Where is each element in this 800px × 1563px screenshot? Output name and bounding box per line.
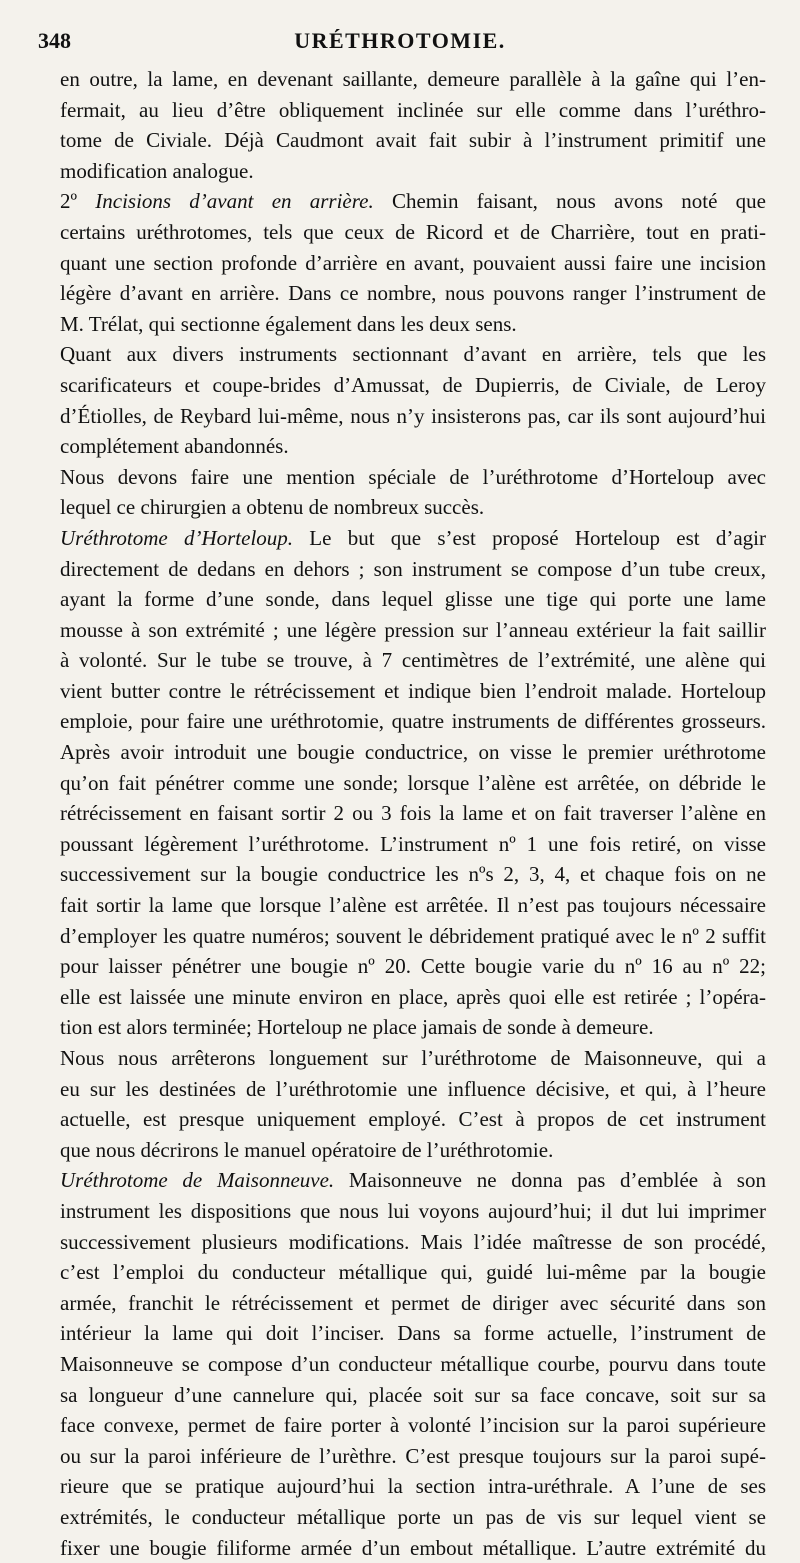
text-line	[60, 523, 766, 554]
line-text: extrémités, le conducteur métallique porte un pas de vis sur lequel vient se	[60, 1505, 766, 1529]
text-line	[60, 156, 766, 187]
text-line	[60, 401, 766, 432]
text-line	[60, 125, 766, 156]
line-text: en outre, la lame, en devenant saillante, demeure parallèle à la gaîne qui l’en-	[60, 67, 766, 91]
text-line	[60, 1410, 766, 1441]
line-text: ou sur la paroi inférieure de l’urèthre. C’est presque toujours sur la paroi supé-	[60, 1444, 766, 1468]
line-text: lequel ce chirurgien a obtenu de nombreux succès.	[60, 495, 484, 519]
text-line	[60, 278, 766, 309]
text-line	[60, 462, 766, 493]
text-line	[60, 1104, 766, 1135]
line-text: tome de Civiale. Déjà Caudmont avait fait subir à l’instrument primitif une	[60, 128, 766, 152]
text-line	[60, 737, 766, 768]
line-text: eu sur les destinées de l’uréthrotomie une influence décisive, et qui, à l’heure	[60, 1077, 766, 1101]
line-text: Après avoir introduit une bougie conductrice, on visse le premier uréthrotome	[60, 740, 766, 764]
line-lead: 2º	[60, 189, 95, 213]
text-line	[60, 676, 766, 707]
line-text: M. Trélat, qui sectionne également dans les deux sens.	[60, 312, 517, 336]
text-line	[60, 1533, 766, 1563]
text-line	[60, 309, 766, 340]
line-text: complétement abandonnés.	[60, 434, 289, 458]
text-line	[60, 1196, 766, 1227]
page-header	[38, 28, 762, 62]
line-text: armée, franchit le rétrécissement et permet de diriger avec sécurité dans son	[60, 1291, 766, 1315]
line-text: modification analogue.	[60, 159, 254, 183]
line-text: pour laisser pénétrer une bougie nº 20. Cette bougie varie du nº 16 au nº 22;	[60, 954, 766, 978]
line-text: Le but que s’est proposé Horteloup est d’agir	[293, 526, 766, 550]
text-line	[60, 339, 766, 370]
line-text: à volonté. Sur le tube se trouve, à 7 centimètres de l’extrémité, une alène qui	[60, 648, 766, 672]
text-line	[60, 798, 766, 829]
text-line	[60, 584, 766, 615]
line-text: sa longueur d’une cannelure qui, placée soit sur sa face concave, soit sur sa	[60, 1383, 766, 1407]
text-line	[60, 1012, 766, 1043]
text-line	[60, 615, 766, 646]
line-text: elle est laissée une minute environ en place, après quoi elle est retirée ; l’opéra-	[60, 985, 766, 1009]
line-text: Maisonneuve se compose d’un conducteur métallique courbe, pourvu dans toute	[60, 1352, 766, 1376]
text-line	[60, 370, 766, 401]
text-line	[60, 1441, 766, 1472]
line-text: directement de dedans en dehors ; son instrument se compose d’un tube creux,	[60, 557, 766, 581]
line-text: vient butter contre le rétrécissement et indique bien l’endroit malade. Horteloup	[60, 679, 766, 703]
line-text: légère d’avant en arrière. Dans ce nombre, nous pouvons ranger l’instrument de	[60, 281, 766, 305]
line-text: c’est l’emploi du conducteur métallique qui, guidé lui-même par la bougie	[60, 1260, 766, 1284]
text-line	[60, 1318, 766, 1349]
line-text: certains uréthrotomes, tels que ceux de Ricord et de Charrière, tout en prati-	[60, 220, 766, 244]
line-text: actuelle, est presque uniquement employé. C’est à propos de cet instrument	[60, 1107, 766, 1131]
text-line	[60, 64, 766, 95]
line-text: fait sortir la lame que lorsque l’alène est arrêtée. Il n’est pas toujours nécessaire	[60, 893, 766, 917]
text-line	[60, 1043, 766, 1074]
line-text: scarificateurs et coupe-brides d’Amussat, de Dupierris, de Civiale, de Leroy	[60, 373, 766, 397]
text-line	[60, 217, 766, 248]
line-text: quant une section profonde d’arrière en avant, pouvaient aussi faire une incision	[60, 251, 766, 275]
line-text: d’Étiolles, de Reybard lui-même, nous n’y insisterons pas, car ils sont aujourd’hui	[60, 404, 766, 428]
text-line	[60, 982, 766, 1013]
text-line	[60, 95, 766, 126]
page-number: 348	[38, 28, 71, 54]
text-line	[60, 1257, 766, 1288]
italic-heading: Uréthrotome de Maisonneuve.	[60, 1168, 334, 1192]
line-text: fermait, au lieu d’être obliquement inclinée sur elle comme dans l’uréthro-	[60, 98, 766, 122]
line-text: Chemin faisant, nous avons noté que	[374, 189, 766, 213]
line-text: que nous décrirons le manuel opératoire de l’uréthrotomie.	[60, 1138, 553, 1162]
text-line	[60, 186, 766, 217]
line-text: face convexe, permet de faire porter à volonté l’incision sur la paroi supérieure	[60, 1413, 766, 1437]
text-line	[60, 829, 766, 860]
running-title: URÉTHROTOMIE.	[38, 28, 762, 54]
line-text: emploie, pour faire une uréthrotomie, quatre instruments de différentes grosseurs.	[60, 709, 766, 733]
text-line	[60, 1165, 766, 1196]
line-text: ayant la forme d’une sonde, dans lequel glisse une tige qui porte une lame	[60, 587, 766, 611]
line-text: Maisonneuve ne donna pas d’emblée à son	[334, 1168, 766, 1192]
text-line	[60, 248, 766, 279]
line-text: mousse à son extrémité ; une légère pression sur l’anneau extérieur la fait saillir	[60, 618, 766, 642]
text-line	[60, 492, 766, 523]
text-line	[60, 706, 766, 737]
line-text: Quant aux divers instruments sectionnant d’avant en arrière, tels que les	[60, 342, 766, 366]
text-line	[60, 768, 766, 799]
text-line	[60, 645, 766, 676]
text-line	[60, 859, 766, 890]
text-line	[60, 1380, 766, 1411]
text-line	[60, 554, 766, 585]
line-text: Nous nous arrêterons longuement sur l’uréthrotome de Maisonneuve, qui a	[60, 1046, 766, 1070]
text-line	[60, 890, 766, 921]
line-text: poussant légèrement l’uréthrotome. L’instrument nº 1 une fois retiré, on visse	[60, 832, 766, 856]
line-text: d’employer les quatre numéros; souvent le débridement pratiqué avec le nº 2 suffit	[60, 924, 766, 948]
text-line	[60, 1135, 766, 1166]
body-text	[60, 64, 766, 1563]
line-text: tion est alors terminée; Horteloup ne place jamais de sonde à demeure.	[60, 1015, 654, 1039]
line-text: instrument les dispositions que nous lui voyons aujourd’hui; il dut lui imprimer	[60, 1199, 766, 1223]
line-text: rieure que se pratique aujourd’hui la section intra-uréthrale. A l’une de ses	[60, 1474, 766, 1498]
line-text: intérieur la lame qui doit l’inciser. Dans sa forme actuelle, l’instrument de	[60, 1321, 766, 1345]
line-text: successivement plusieurs modifications. Mais l’idée maîtresse de son procédé,	[60, 1230, 766, 1254]
line-text: rétrécissement en faisant sortir 2 ou 3 fois la lame et on fait traverser l’alène en	[60, 801, 766, 825]
text-line	[60, 1074, 766, 1105]
text-line	[60, 1502, 766, 1533]
italic-heading: Incisions d’avant en arrière.	[95, 189, 373, 213]
line-text: successivement sur la bougie conductrice les nºs 2, 3, 4, et chaque fois on ne	[60, 862, 766, 886]
line-text: fixer une bougie filiforme armée d’un embout métallique. L’autre extrémité du	[60, 1536, 766, 1560]
line-text: qu’on fait pénétrer comme une sonde; lorsque l’alène est arrêtée, on débride le	[60, 771, 766, 795]
text-line	[60, 431, 766, 462]
text-line	[60, 1349, 766, 1380]
text-line	[60, 1471, 766, 1502]
text-line	[60, 1288, 766, 1319]
italic-heading: Uréthrotome d’Horteloup.	[60, 526, 293, 550]
text-line	[60, 1227, 766, 1258]
line-text: Nous devons faire une mention spéciale de l’uréthrotome d’Horteloup avec	[60, 465, 766, 489]
text-line	[60, 921, 766, 952]
text-line	[60, 951, 766, 982]
